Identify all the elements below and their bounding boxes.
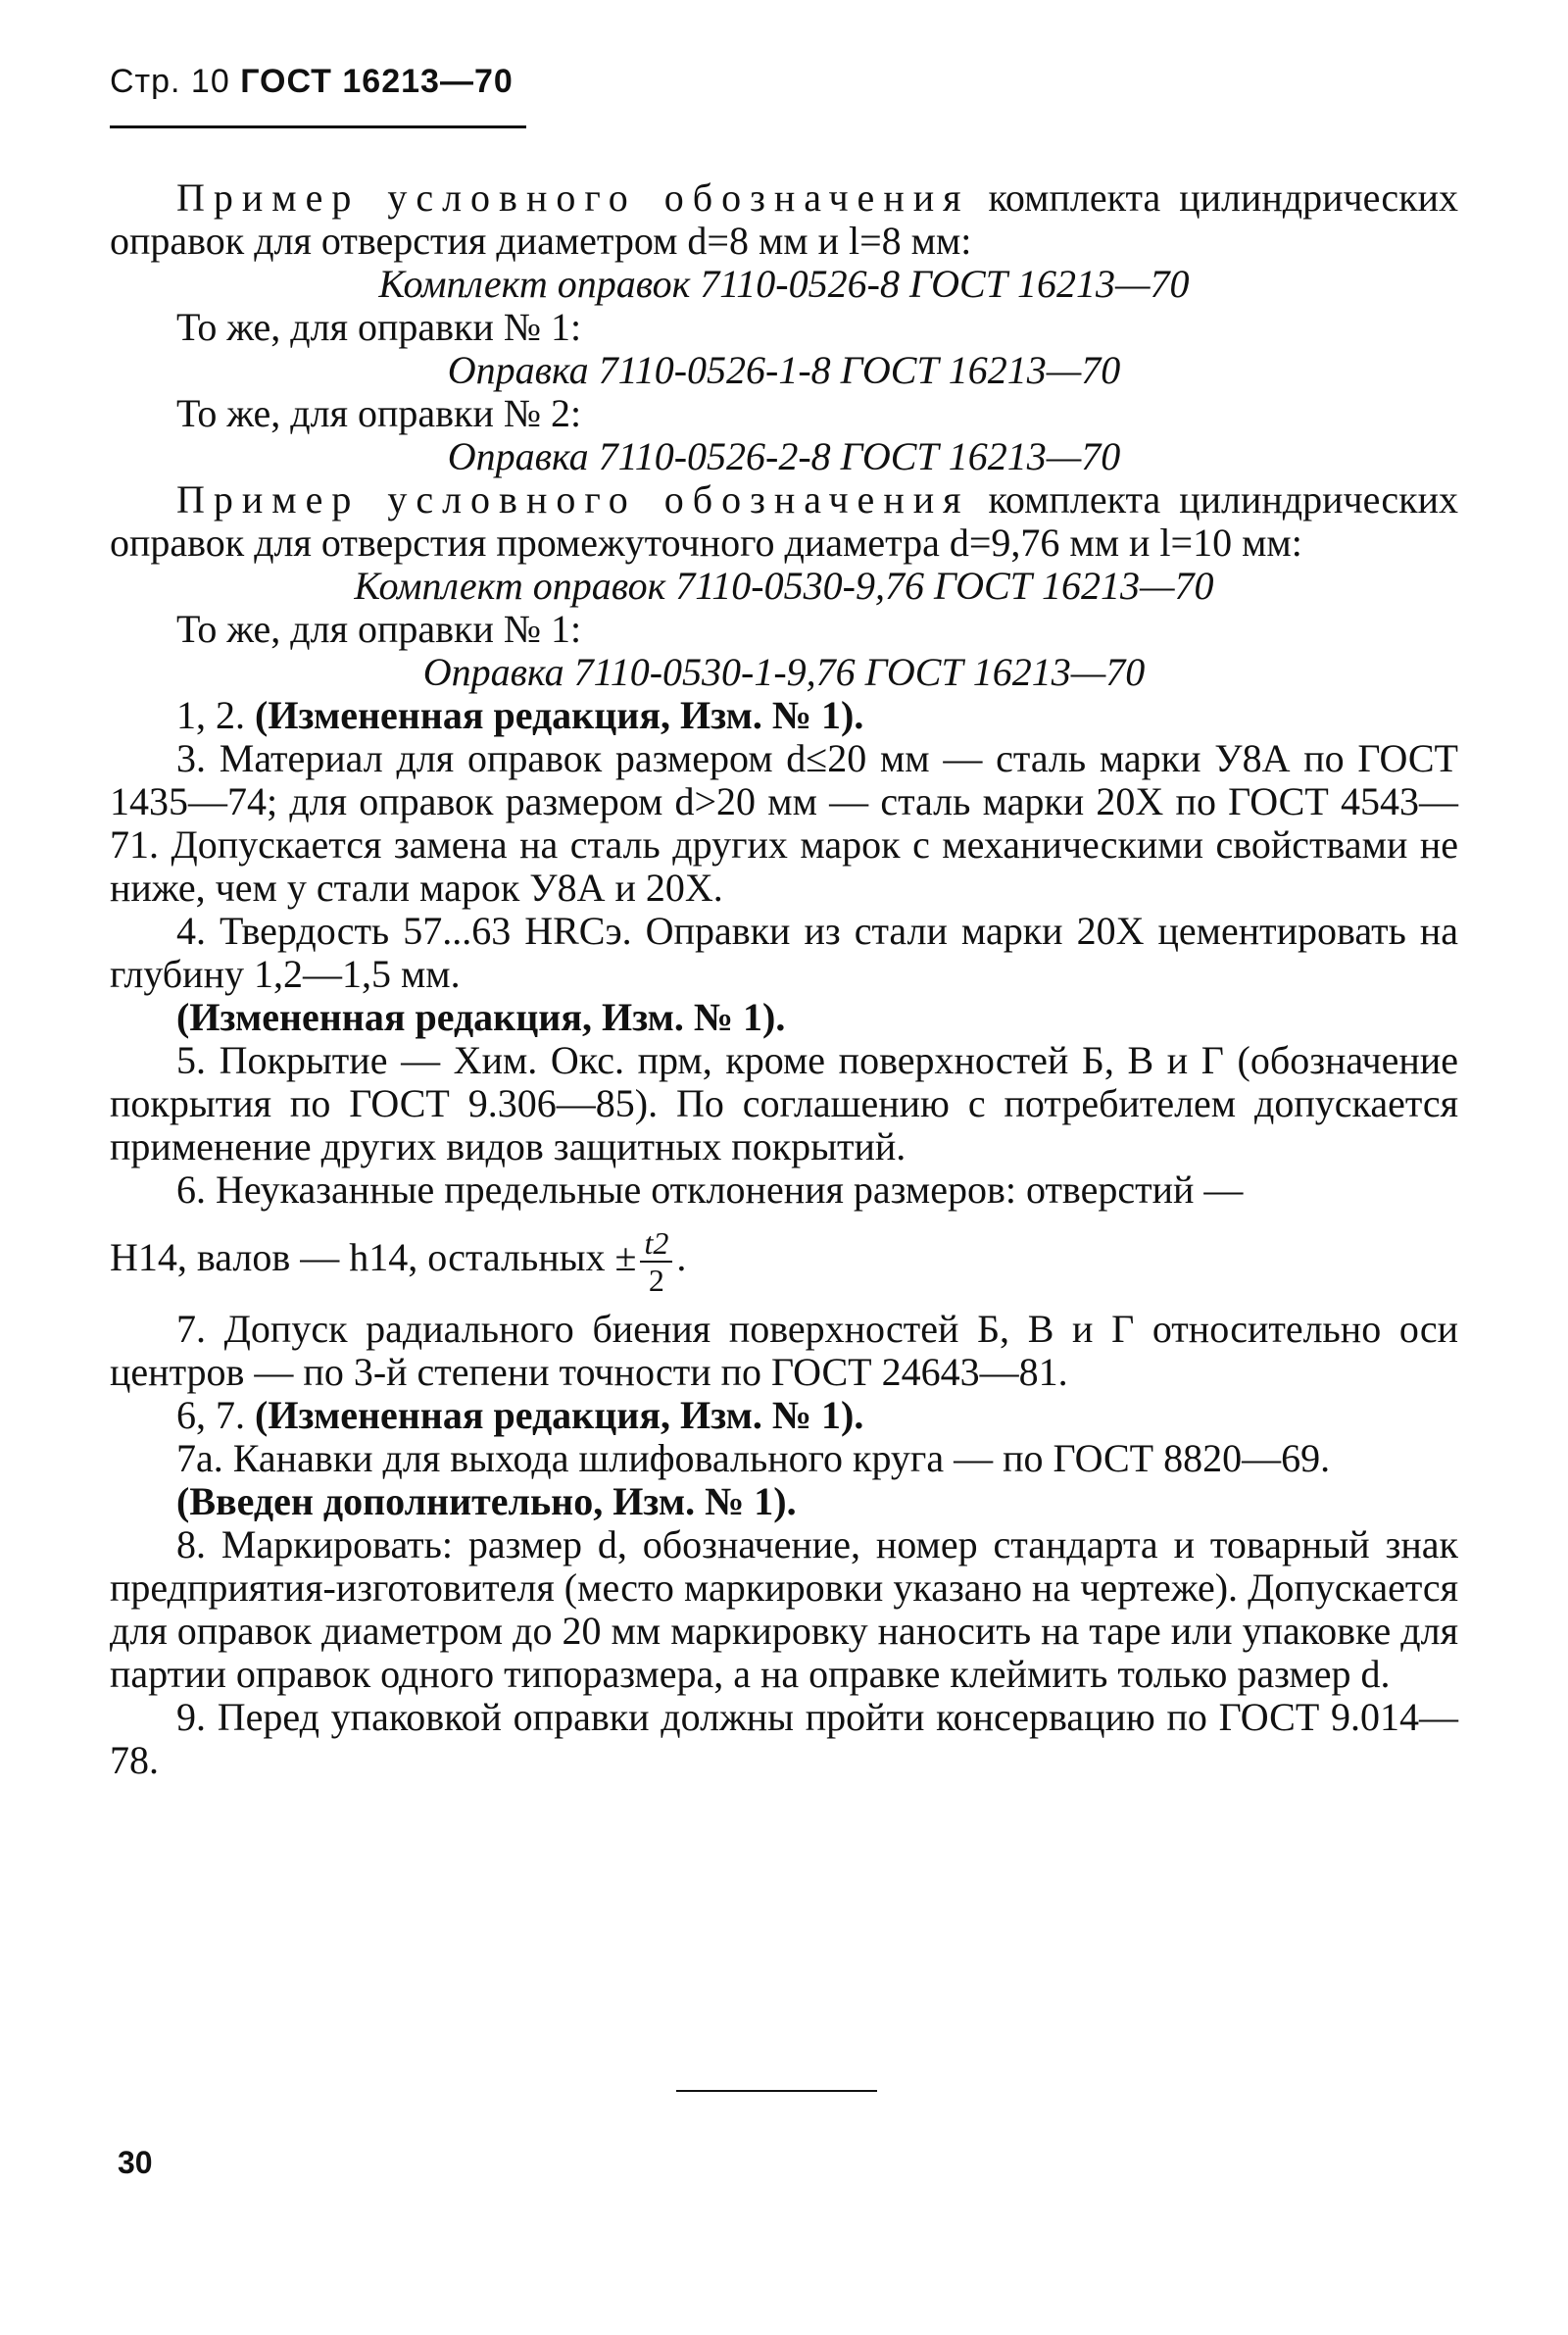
designation-example: Оправка 7110-0526-1-8 ГОСТ 16213—70 xyxy=(447,348,1121,392)
paragraph-text: комплекта цилиндрических оправок для отверстия промежуточного диаметра d=9,76 мм и l=10 мм: xyxy=(110,477,1458,565)
fraction-numerator: t2 xyxy=(640,1225,672,1263)
document-label: ГОСТ 16213—70 xyxy=(240,63,514,100)
designation-example: Оправка 7110-0530-1-9,76 ГОСТ 16213—70 xyxy=(422,650,1146,694)
paragraph-text: комплекта цилиндрических оправок для отверстия диаметром d=8 мм и l=8 мм: xyxy=(110,175,1458,263)
item-9: 9. Перед упаковкой оправки должны пройти консервацию по ГОСТ 9.014—78. xyxy=(110,1695,1458,1782)
page-body xyxy=(110,176,1458,1782)
page-number: 30 xyxy=(118,2145,153,2180)
amendment-note: (Введен дополнительно, Изм. № 1). xyxy=(176,1479,797,1523)
tolerance-text: H14, валов — h14, остальных ± xyxy=(110,1235,637,1280)
designation-example: Комплект оправок 7110-0530-9,76 ГОСТ 16213—70 xyxy=(354,564,1214,608)
header-rule xyxy=(110,125,526,128)
designation-example: Комплект оправок 7110-0526-8 ГОСТ 16213—70 xyxy=(378,262,1190,306)
fraction-denominator: 2 xyxy=(648,1263,664,1298)
fraction xyxy=(640,1225,672,1298)
item-7: 7. Допуск радиального биения поверхностей Б, В и Г относительно оси центров — по 3-й степени точности по ГОСТ 24643—81. xyxy=(110,1307,1458,1394)
same-for-mandrel: То же, для оправки № 1: xyxy=(176,607,582,651)
note-number: 1, 2. xyxy=(176,693,255,737)
item-4: 4. Твердость 57...63 HRCэ. Оправки из стали марки 20Х цементировать на глубину 1,2—1,5 мм. xyxy=(110,909,1458,996)
paragraph-example-1 xyxy=(110,176,1458,263)
same-for-mandrel: То же, для оправки № 1: xyxy=(176,305,582,349)
amendment-note xyxy=(110,694,1458,737)
same-for-mandrel: То же, для оправки № 2: xyxy=(176,391,582,435)
item-7a: 7а. Канавки для выхода шлифовального круга — по ГОСТ 8820—69. xyxy=(176,1436,1331,1480)
lead-phrase: Пример условного обозначения xyxy=(176,477,970,522)
footer-rule xyxy=(676,2090,877,2092)
page-header xyxy=(110,63,514,101)
amendment-note: (Измененная редакция, Изм. № 1). xyxy=(176,995,786,1039)
note-number: 6, 7. xyxy=(176,1393,255,1437)
page-label: Стр. 10 xyxy=(110,63,230,100)
designation-example: Оправка 7110-0526-2-8 ГОСТ 16213—70 xyxy=(447,434,1121,478)
item-5: 5. Покрытие — Хим. Окс. прм, кроме поверхностей Б, В и Г (обозначение покрытия по ГОСТ 9.306—85). По соглашению с потребителем допускается применение других видов защитных покрытий. xyxy=(110,1038,1458,1168)
lead-phrase: Пример условного обозначения xyxy=(176,175,970,220)
item-6: 6. Неуказанные предельные отклонения размеров: отверстий — xyxy=(176,1168,1244,1212)
item-6-continuation: H14, валов — h14, остальных ± $\frac{t2}{2}$ . xyxy=(110,1225,687,1298)
amendment-note xyxy=(110,1394,1458,1437)
note-text: (Измененная редакция, Изм. № 1). xyxy=(255,693,864,737)
item-8: 8. Маркировать: размер d, обозначение, номер стандарта и товарный знак предприятия-изготовителя (место маркировки указано на чертеже). Допускается для оправок диаметром до 20 мм маркировку наносить на таре или упаковке для партии оправок одного типоразмера, а на оправке клеймить только размер d. xyxy=(110,1522,1458,1696)
paragraph-example-2 xyxy=(110,478,1458,565)
note-text: (Измененная редакция, Изм. № 1). xyxy=(255,1393,864,1437)
item-3: 3. Материал для оправок размером d≤20 мм — сталь марки У8А по ГОСТ 1435—74; для оправок размером d>20 мм — сталь марки 20Х по ГОСТ 4543—71. Допускается замена на сталь других марок с механическими свойствами не ниже, чем у стали марок У8А и 20Х. xyxy=(110,736,1458,910)
